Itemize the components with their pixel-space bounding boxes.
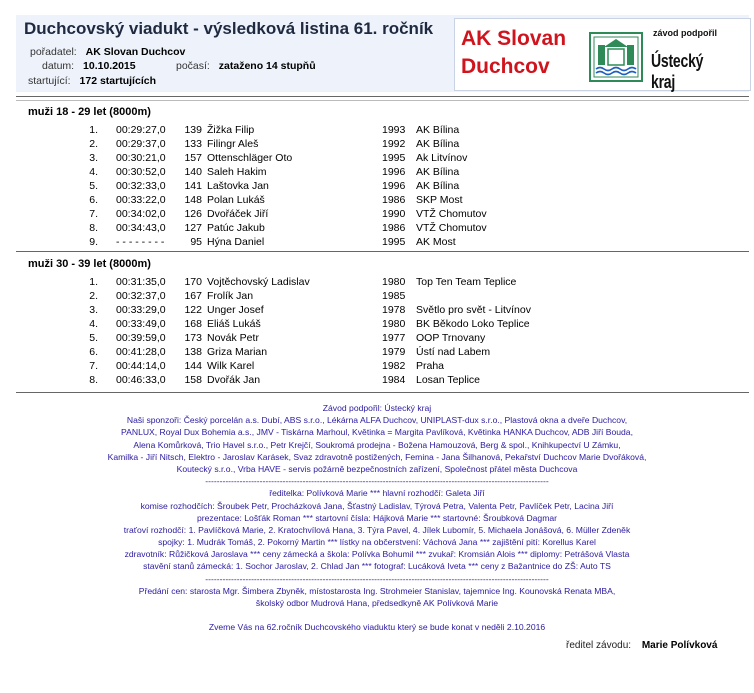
time-cell: 00:33:22,0 bbox=[116, 194, 166, 206]
rank-cell: 7. bbox=[89, 208, 98, 220]
birth-year-cell: 1977 bbox=[382, 332, 406, 344]
time-cell: 00:33:49,0 bbox=[116, 318, 166, 330]
start-number-cell: 173 bbox=[184, 332, 202, 344]
page-title: Duchcovský viadukt - výsledková listina 61. ročník bbox=[24, 19, 434, 38]
footer-line: komise rozhodčích: Šroubek Petr, Procházková Jana, Šťastný Ladislav, Týrová Petra, Valenta Petr, Pavlíček Petr, Lacina Jiří bbox=[140, 500, 614, 511]
birth-year-cell: 1980 bbox=[382, 276, 406, 288]
footer-line: Závod podpořil: Ústecký kraj bbox=[322, 403, 432, 413]
rank-cell: 6. bbox=[89, 194, 98, 206]
club-cell: VTŽ Chomutov bbox=[416, 222, 487, 234]
result-row bbox=[0, 166, 754, 180]
club-cell: AK Bílina bbox=[416, 138, 460, 150]
runner-name-cell: Griza Marian bbox=[207, 346, 268, 358]
runner-name-cell: Frolík Jan bbox=[207, 290, 254, 302]
weather-line bbox=[176, 60, 316, 72]
start-number-cell: 138 bbox=[184, 346, 202, 358]
time-cell: 00:34:02,0 bbox=[116, 208, 166, 220]
start-number-cell: 168 bbox=[184, 318, 202, 330]
footer-line: prezentace: Lošťák Roman *** startovní čísla: Hájková Marie *** startovné: Šroubková Dagmar bbox=[196, 512, 558, 523]
rank-cell: 4. bbox=[89, 318, 98, 330]
time-cell: - - - - - - - - bbox=[116, 236, 165, 248]
runner-name-cell: Žižka Filip bbox=[207, 124, 255, 136]
result-row bbox=[0, 236, 754, 250]
weather-label: počasí: bbox=[176, 60, 210, 72]
starters-label: startující: bbox=[28, 75, 71, 87]
result-row bbox=[0, 346, 754, 360]
rank-cell: 5. bbox=[89, 332, 98, 344]
birth-year-cell: 1982 bbox=[382, 360, 406, 372]
start-number-cell: 126 bbox=[184, 208, 202, 220]
birth-year-cell: 1992 bbox=[382, 138, 406, 150]
club-cell: AK Bílina bbox=[416, 180, 460, 192]
birth-year-cell: 1984 bbox=[382, 374, 406, 386]
result-row bbox=[0, 276, 754, 290]
time-cell: 00:29:27,0 bbox=[116, 124, 166, 136]
rank-cell: 8. bbox=[89, 374, 98, 386]
birth-year-cell: 1986 bbox=[382, 194, 406, 206]
start-number-cell: 158 bbox=[184, 374, 202, 386]
footer-line: zdravotník: Růžičková Jaroslava *** ceny zámecká a škola: Polívka Bohumil *** zvukař: Kromsián Alois *** diplomy: Petrášová Vlasta bbox=[124, 549, 630, 560]
club-cell: AK Bílina bbox=[416, 124, 460, 136]
category-divider bbox=[16, 251, 749, 252]
category-title: muži 30 - 39 let (8000m) bbox=[28, 258, 151, 270]
rank-cell: 9. bbox=[89, 236, 98, 248]
birth-year-cell: 1990 bbox=[382, 208, 406, 220]
result-row bbox=[0, 222, 754, 236]
runner-name-cell: Saleh Hakim bbox=[207, 166, 267, 178]
region-name: Ústecký kraj bbox=[651, 51, 704, 92]
footer-line: Zveme Vás na 62.ročník Duchcovského viaduktu který se bude konat v neděli 2.10.2016 bbox=[208, 622, 546, 633]
club-cell: SKP Most bbox=[416, 194, 463, 206]
start-number-cell: 133 bbox=[184, 138, 202, 150]
footer-line: ------------------------------------------------------------------------------------------------------------------------ bbox=[205, 573, 549, 584]
result-row bbox=[0, 374, 754, 388]
rank-cell: 1. bbox=[89, 124, 98, 136]
runner-name-cell: Ottenschläger Oto bbox=[207, 152, 293, 164]
date-label: datum: bbox=[42, 60, 75, 72]
birth-year-cell: 1978 bbox=[382, 304, 406, 316]
footer-line: ředitelka: Polívková Marie *** hlavní rozhodčí: Galeta Jiří bbox=[269, 488, 485, 499]
footer-line: ------------------------------------------------------------------------------------------------------------------------ bbox=[205, 476, 549, 487]
ustecky-kraj-emblem-icon bbox=[588, 31, 644, 83]
time-cell: 00:30:52,0 bbox=[116, 166, 166, 178]
start-number-cell: 95 bbox=[190, 236, 202, 248]
footer-line: Alena Komůrková, Trio Havel s.r.o., Petr Krejčí, Soukromá prodejna - Božena Hamouzová, Berg & spol., Knihkupectví U Zámku, bbox=[133, 439, 621, 450]
result-row bbox=[0, 332, 754, 346]
footer-line: Naši sponzoři: Český porcelán a.s. Dubí, ABS s.r.o., Lékárna ALFA Duchcov, UNIPLAST-dux s.r.o., Plastová okna a dveře Duchcov, bbox=[126, 415, 628, 426]
footer-line: Předání cen: starosta Mgr. Šimbera Zbyněk, místostarosta Ing. Strohmeier Stanislav, tajemnice Ing. Kounovská Renata MBA, bbox=[138, 585, 616, 596]
time-cell: 00:46:33,0 bbox=[116, 374, 166, 386]
result-row bbox=[0, 124, 754, 138]
club-cell: OOP Trnovany bbox=[416, 332, 486, 344]
time-cell: 00:33:29,0 bbox=[116, 304, 166, 316]
runner-name-cell: Patúc Jakub bbox=[207, 222, 265, 234]
time-cell: 00:29:37,0 bbox=[116, 138, 166, 150]
runner-name-cell: Dvořáček Jiří bbox=[207, 208, 269, 220]
footer-line: stavění stanů zámecká: 1. Sochor Jaroslav, 2. Chlad Jan *** fotograf: Lucáková Iveta *** ceny z Bažantnice do ZŠ: Auto TS bbox=[143, 561, 611, 572]
header-divider bbox=[16, 96, 749, 97]
category-title: muži 18 - 29 let (8000m) bbox=[28, 106, 151, 118]
result-row bbox=[0, 138, 754, 152]
start-number-cell: 144 bbox=[184, 360, 202, 372]
date-line bbox=[42, 60, 136, 72]
birth-year-cell: 1995 bbox=[382, 152, 406, 164]
runner-name-cell: Eliáš Lukáš bbox=[207, 318, 261, 330]
result-row bbox=[0, 194, 754, 208]
birth-year-cell: 1996 bbox=[382, 166, 406, 178]
time-cell: 00:30:21,0 bbox=[116, 152, 166, 164]
time-cell: 00:39:59,0 bbox=[116, 332, 166, 344]
runner-name-cell: Novák Petr bbox=[207, 332, 259, 344]
club-cell: AK Most bbox=[416, 236, 456, 248]
director-name: Marie Polívková bbox=[641, 640, 718, 651]
start-number-cell: 140 bbox=[184, 166, 202, 178]
footer bbox=[0, 402, 754, 634]
rank-cell: 3. bbox=[89, 304, 98, 316]
result-row bbox=[0, 318, 754, 332]
runner-name-cell: Vojtěchovský Ladislav bbox=[207, 276, 310, 288]
footer-line: spojky: 1. Mudrák Tomáš, 2. Pokorný Martin *** lístky na občerstvení: Váchová Jana *** zajištění pití: Korellus Karel bbox=[158, 537, 596, 548]
club-logo bbox=[461, 25, 581, 81]
rank-cell: 6. bbox=[89, 346, 98, 358]
organizer-label: pořadatel: bbox=[30, 46, 77, 58]
starters-line bbox=[28, 75, 156, 87]
rank-cell: 3. bbox=[89, 152, 98, 164]
runner-name-cell: Dvořák Jan bbox=[207, 374, 261, 386]
time-cell: 00:31:35,0 bbox=[116, 276, 166, 288]
club-cell: Ak Litvínov bbox=[416, 152, 468, 164]
runner-name-cell: Filingr Aleš bbox=[207, 138, 259, 150]
club-cell: BK Běkodo Loko Teplice bbox=[416, 318, 530, 330]
result-row bbox=[0, 304, 754, 318]
rank-cell: 2. bbox=[89, 138, 98, 150]
club-cell: Světlo pro svět - Litvínov bbox=[416, 304, 531, 316]
footer-line: traťoví rozhodčí: 1. Pavlíčková Marie, 2. Kratochvílová Hana, 3. Týra Pavel, 4. Jílek Lubomír, 5. Michaela Jonášová, 6. Müller Zdeněk bbox=[123, 524, 631, 535]
footer-line: školský odbor Mudrová Hana, předsedkyně AK Polívková Marie bbox=[255, 598, 499, 608]
start-number-cell: 170 bbox=[184, 276, 202, 288]
rank-cell: 2. bbox=[89, 290, 98, 302]
runner-name-cell: Laštovka Jan bbox=[207, 180, 269, 192]
footer-line: PANLUX, Royal Dux Bohemia a.s., JMV - Tiskárna Marhoul, Květinka = Margita Pavlíková, Květinka HANKA Duchcov, ADB Jiří Bouda, bbox=[121, 427, 633, 438]
time-cell: 00:41:28,0 bbox=[116, 346, 166, 358]
header bbox=[16, 15, 749, 92]
start-number-cell: 127 bbox=[184, 222, 202, 234]
start-number-cell: 122 bbox=[184, 304, 202, 316]
footer-line bbox=[0, 609, 754, 621]
header-divider-thin bbox=[16, 100, 749, 101]
time-cell: 00:32:37,0 bbox=[116, 290, 166, 302]
time-cell: 00:44:14,0 bbox=[116, 360, 166, 372]
club-cell: Praha bbox=[416, 360, 445, 372]
birth-year-cell: 1995 bbox=[382, 236, 406, 248]
club-cell: VTŽ Chomutov bbox=[416, 208, 487, 220]
result-row bbox=[0, 152, 754, 166]
club-logo-line2: Duchcov bbox=[461, 55, 550, 78]
rank-cell: 1. bbox=[89, 276, 98, 288]
organizer-line bbox=[30, 46, 185, 58]
birth-year-cell: 1986 bbox=[382, 222, 406, 234]
organizer-value: AK Slovan Duchcov bbox=[85, 46, 186, 58]
start-number-cell: 139 bbox=[184, 124, 202, 136]
director-label: ředitel závodu: bbox=[566, 640, 632, 651]
time-cell: 00:32:33,0 bbox=[116, 180, 166, 192]
logo-box bbox=[454, 18, 751, 91]
weather-value: zataženo 14 stupňů bbox=[218, 60, 316, 72]
club-cell: Top Ten Team Teplice bbox=[416, 276, 517, 288]
rank-cell: 8. bbox=[89, 222, 98, 234]
start-number-cell: 141 bbox=[184, 180, 202, 192]
runner-name-cell: Wilk Karel bbox=[207, 360, 255, 372]
club-cell: AK Bílina bbox=[416, 166, 460, 178]
result-row bbox=[0, 360, 754, 374]
runner-name-cell: Hýna Daniel bbox=[207, 236, 265, 248]
result-row bbox=[0, 180, 754, 194]
runner-name-cell: Unger Josef bbox=[207, 304, 264, 316]
birth-year-cell: 1996 bbox=[382, 180, 406, 192]
birth-year-cell: 1979 bbox=[382, 346, 406, 358]
results-end-divider bbox=[16, 392, 749, 393]
rank-cell: 7. bbox=[89, 360, 98, 372]
start-number-cell: 148 bbox=[184, 194, 202, 206]
club-logo-line1: AK Slovan bbox=[461, 27, 567, 50]
result-row bbox=[0, 290, 754, 304]
rank-cell: 4. bbox=[89, 166, 98, 178]
start-number-cell: 157 bbox=[184, 152, 202, 164]
rank-cell: 5. bbox=[89, 180, 98, 192]
start-number-cell: 167 bbox=[184, 290, 202, 302]
result-row bbox=[0, 208, 754, 222]
date-value: 10.10.2015 bbox=[83, 60, 136, 72]
sponsor-caption: závod podpořil bbox=[653, 28, 717, 38]
club-cell: Ústí nad Labem bbox=[416, 346, 491, 358]
director-signature bbox=[566, 640, 717, 651]
birth-year-cell: 1980 bbox=[382, 318, 406, 330]
birth-year-cell: 1985 bbox=[382, 290, 406, 302]
footer-line: Kamilka - Jiří Nitsch, Elektro - Jaroslav Karásek, Svaz zdravotně postižených, Femina - Jana Šilhanová, Pekařství Duchcov Marie Dvořáková, bbox=[107, 451, 647, 462]
starters-value: 172 startujících bbox=[79, 75, 156, 87]
time-cell: 00:34:43,0 bbox=[116, 222, 166, 234]
runner-name-cell: Polan Lukáš bbox=[207, 194, 265, 206]
club-cell: Losan Teplice bbox=[416, 374, 481, 386]
birth-year-cell: 1993 bbox=[382, 124, 406, 136]
footer-line: Koutecký s.r.o., Vrba HAVE - servis požárně bezpečnostních zařízení, Společnost přátel města Duchcova bbox=[176, 463, 578, 474]
